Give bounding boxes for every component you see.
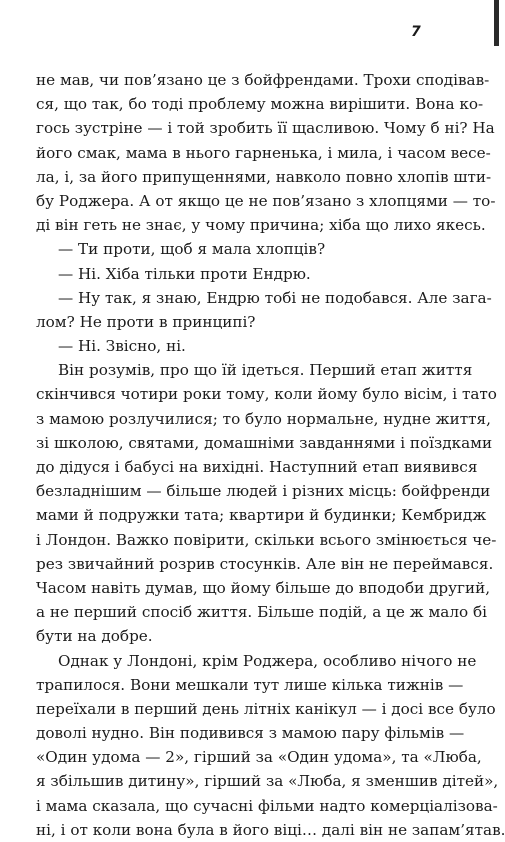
- text-line: я збільшив дитину», гірший за «Люба, я зменшив дітей»,: [36, 772, 499, 791]
- text-line: рез звичайний розрив стосунків. Але він не переймався.: [36, 554, 494, 573]
- text-line: — Ну так, я знаю, Ендрю тобі не подобався. Але зага-: [58, 288, 492, 307]
- page-edge-mark: [494, 0, 499, 46]
- text-line: ді він геть не знає, у чому причина; хіба що лихо якесь.: [36, 216, 486, 235]
- text-line: ся, що так, бо тоді проблему можна вирішити. Вона ко-: [36, 95, 484, 114]
- text-line: — Ні. Звісно, ні.: [58, 337, 186, 356]
- text-line: не мав, чи пов’язано це з бойфрендами. Трохи сподівав-: [36, 71, 490, 89]
- text-line: з мамою розлучилися; то було нормальне, нудне життя,: [36, 409, 491, 428]
- text-line: переїхали в перший день літніх канікул — і досі все було: [36, 699, 496, 718]
- text-line: зі школою, святами, домашніми завданнями і поїздками: [36, 433, 493, 452]
- text-line: мами й подружки тата; квартири й будинки; Кембридж: [36, 506, 487, 525]
- text-line: скінчився чотири роки тому, коли йому було вісім, і тато: [36, 385, 497, 404]
- text-line: — Ні. Хіба тільки проти Ендрю.: [58, 264, 311, 283]
- text-line: його смак, мама в нього гарненька, і мила, і часом весе-: [36, 143, 491, 162]
- text-line: і мама сказала, що сучасні фільми надто комерціалізова-: [36, 796, 498, 815]
- text-line: трапилося. Вони мешкали тут лише кілька тижнів —: [36, 675, 464, 694]
- text-line: ла, і, за його припущеннями, навколо повно хлопів шти-: [36, 167, 492, 186]
- text-line: доволі нудно. Він подивився з мамою пару фільмів —: [36, 724, 465, 743]
- text-line: Однак у Лондоні, крім Роджера, особливо нічого не: [58, 651, 477, 670]
- page-number: 7: [411, 24, 421, 40]
- text-line: безладнішим — більше людей і різних місць: бойфренди: [36, 482, 491, 501]
- text-line: — Ти проти, щоб я мала хлопців?: [58, 240, 326, 259]
- text-line: ні, і от коли вона була в його віці… далі він не запам’ятав.: [36, 820, 505, 839]
- text-line: і Лондон. Важко повірити, скільки всього змінюється че-: [36, 530, 497, 549]
- text-line: «Один удома — 2», гірший за «Один удома», та «Люба,: [36, 748, 482, 767]
- text-line: до дідуся і бабусі на вихідні. Наступний етап виявився: [36, 458, 478, 476]
- text-line: а не перший спосіб життя. Більше подій, а це ж мало бі: [36, 603, 487, 622]
- text-line: Часом навіть думав, що йому більше до вподоби другий,: [36, 578, 491, 597]
- text-line: бу Роджера. А от якщо це не пов’язано з хлопцями — то-: [36, 191, 496, 210]
- text-line: Він розумів, про що їй ідеться. Перший етап життя: [58, 361, 473, 380]
- text-line: гось зустріне — і той зробить її щасливою. Чому б ні? На: [36, 119, 495, 138]
- text-line: лом? Не проти в принципі?: [36, 312, 256, 331]
- book-text-body: [36, 68, 505, 842]
- text-line: бути на добре.: [36, 627, 153, 646]
